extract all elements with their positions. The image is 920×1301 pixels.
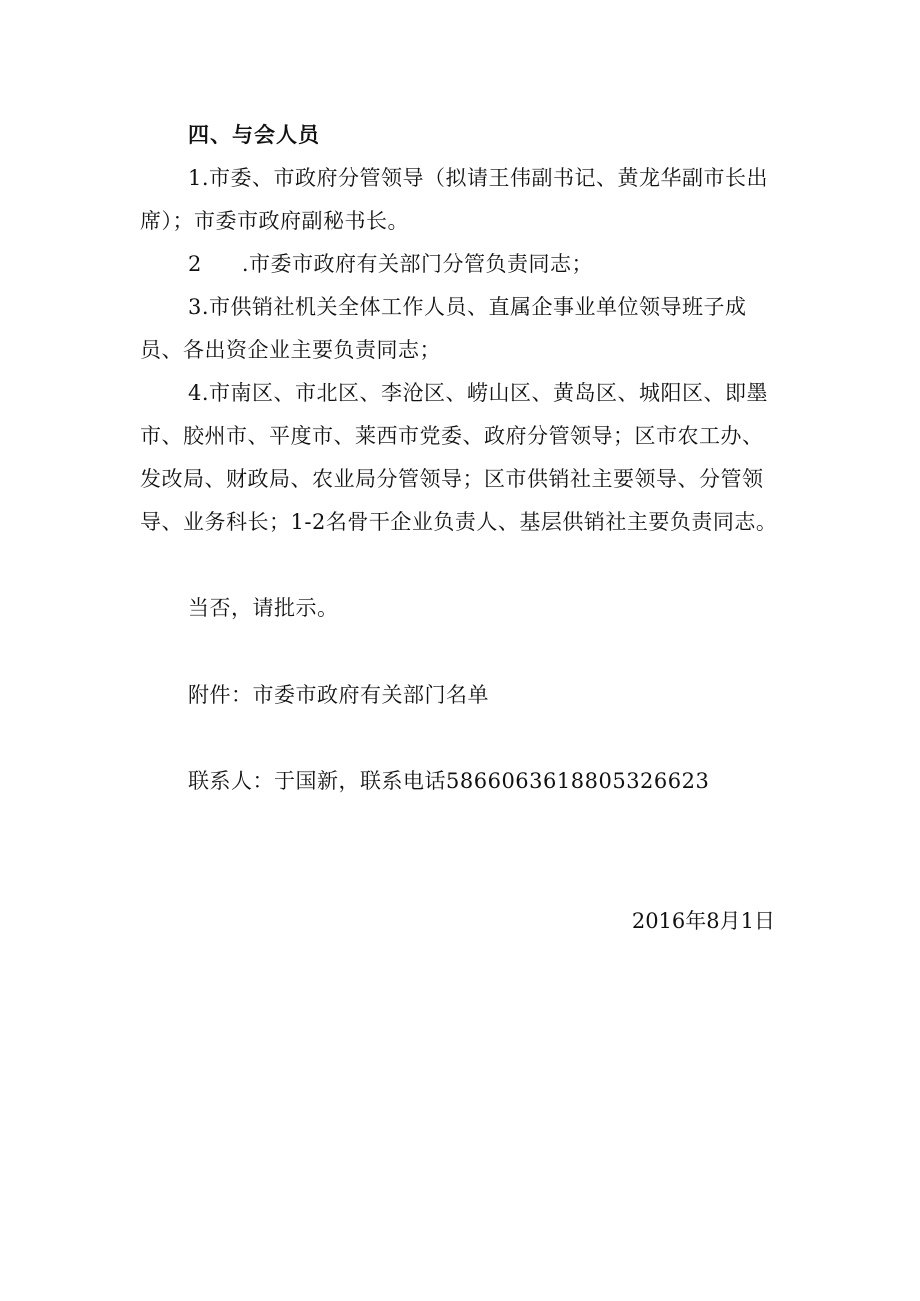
attendee-item-3 [140, 286, 780, 372]
item-number: 2 [188, 252, 202, 276]
attendee-item-1 [140, 157, 780, 243]
closing-line: 当否，请批示。 [188, 596, 339, 620]
contact-line: 联系人：于国新，联系电话5866063618805326623 [188, 769, 710, 793]
item-text: .市委市政府有关部门分管负责同志； [241, 252, 594, 276]
item-number: 4 [188, 381, 202, 405]
attendee-item-2 [140, 243, 780, 286]
section-heading: 四、与会人员 [188, 122, 320, 147]
attachment-line: 附件：市委市政府有关部门名单 [188, 683, 489, 707]
item-text: .市南区、市北区、李沧区、崂山区、黄岛区、城阳区、即墨市、胶州市、平度市、莱西市党委、政府分管领导；区市农工办、发改局、财政局、农业局分管领导；区市供销社主要领导、分管领导、业务科长；1-2名骨干企业负责人、基层供销社主要负责同志。 [140, 381, 778, 534]
item-number: 3 [188, 295, 202, 319]
item-number: 1 [188, 166, 202, 190]
item-text: .市供销社机关全体工作人员、直属企事业单位领导班子成员、各出资企业主要负责同志； [140, 295, 747, 362]
document-date: 2016年8月1日 [631, 909, 775, 933]
attendee-item-4 [140, 372, 780, 544]
item-text: .市委、市政府分管领导（拟请王伟副书记、黄龙华副市长出席）；市委市政府副秘书长。 [140, 166, 769, 233]
